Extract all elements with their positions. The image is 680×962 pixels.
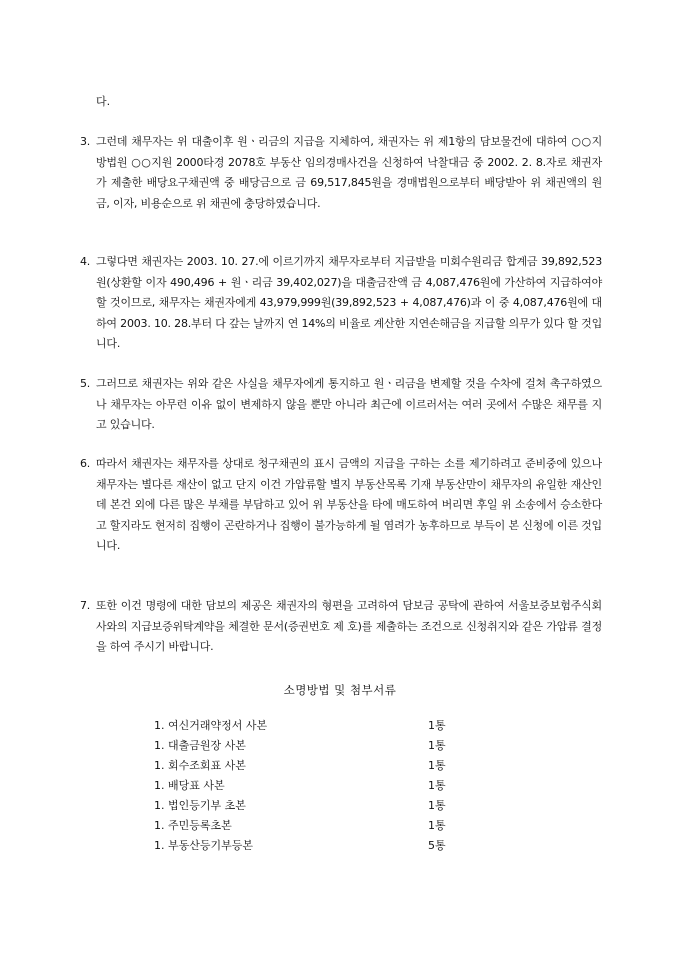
evidence-item — [154, 836, 454, 856]
paragraph-4 — [80, 252, 602, 355]
paragraph-number: 3. — [80, 135, 91, 148]
paragraph-number: 5. — [80, 377, 91, 390]
paragraph-5 — [80, 374, 602, 436]
paragraph-7 — [80, 596, 602, 658]
evidence-item — [154, 816, 454, 836]
evidence-doc-name: 1. 배당표 사본 — [154, 779, 225, 792]
evidence-item — [154, 736, 454, 756]
paragraph-text: 그러므로 채권자는 위와 같은 사실을 채무자에게 통지하고 원ㆍ리금을 변제할 것을 수차에 걸쳐 촉구하였으나 채무자는 아무런 이유 없이 변제하지 않을 뿐만 아니라 최근에 이르러서는 여러 곳에서 수많은 채무를 지고 있습니다. — [96, 377, 602, 431]
evidence-doc-name: 1. 대출금원장 사본 — [154, 739, 246, 752]
evidence-doc-quantity: 1통 — [428, 759, 446, 772]
evidence-section-title: 소명방법 및 첨부서류 — [283, 683, 397, 697]
evidence-doc-name: 1. 주민등록초본 — [154, 819, 232, 832]
evidence-doc-quantity: 1통 — [428, 719, 446, 732]
evidence-doc-name: 1. 여신거래약정서 사본 — [154, 719, 268, 732]
paragraph-text: 또한 이건 명령에 대한 담보의 제공은 채권자의 형편을 고려하여 담보금 공탁에 관하여 서울보증보험주식회사와의 지급보증위탁계약을 체결한 문서(증권번호 제 호)를 제출하는 조건으로 신청취지와 같은 가압류 결정을 하여 주시기 바랍니다. — [96, 599, 602, 653]
paragraph-text: 그런데 채무자는 위 대출이후 원ㆍ리금의 지급을 지체하여, 채권자는 위 제1항의 담보물건에 대하여 ○○지방법원 ○○지원 2000타경 2078호 부동산 임의경매사건을 신청하여 낙찰대금 중 2002. 2. 8.자로 채권자가 제출한 배당요구채권액 중 배당금으로 금 69,517,845원을 경매법원으로부터 배당받아 위 채권액의 원금, 이자, 비용순으로 위 채권에 충당하였습니다. — [96, 135, 602, 210]
paragraph-number: 7. — [80, 599, 91, 612]
paragraph-3 — [80, 132, 602, 214]
evidence-doc-name: 1. 회수조회표 사본 — [154, 759, 246, 772]
paragraph-text: 그렇다면 채권자는 2003. 10. 27.에 이르기까지 채무자로부터 지급받을 미회수원리금 합계금 39,892,523원(상환할 이자 490,496 + 원ㆍ리금 39,402,027)을 대출금잔액 금 4,087,476원에 가산하여 지급하여야 할 것이므로, 채무자는 채권자에게 43,979,999원(39,892,523 + 4,087,476)과 이 중 4,087,476원에 대하여 2003. 10. 28.부터 다 갚는 날까지 연 14%의 비율로 계산한 지연손해금을 지급할 의무가 있다 할 것입니다. — [96, 255, 602, 350]
paragraph-number: 6. — [80, 457, 91, 470]
evidence-list — [154, 716, 454, 856]
evidence-doc-quantity: 1통 — [428, 739, 446, 752]
evidence-item — [154, 756, 454, 776]
evidence-doc-name: 1. 부동산등기부등본 — [154, 839, 253, 852]
evidence-item — [154, 776, 454, 796]
evidence-item — [154, 716, 454, 736]
paragraph-6 — [80, 454, 602, 557]
paragraph-number: 4. — [80, 255, 91, 268]
evidence-doc-quantity: 5통 — [428, 839, 446, 852]
evidence-doc-quantity: 1통 — [428, 779, 446, 792]
evidence-doc-quantity: 1통 — [428, 799, 446, 812]
paragraph-text: 따라서 채권자는 채무자를 상대로 청구채권의 표시 금액의 지급을 구하는 소를 제기하려고 준비중에 있으나 채무자는 별다른 재산이 없고 단지 이건 가압류할 별지 부동산목록 기재 부동산만이 채무자의 유일한 재산인데 본건 외에 다른 많은 부채를 부담하고 있어 위 부동산을 타에 매도하여 버리면 후일 위 소송에서 승소한다고 할지라도 현저히 집행이 곤란하거나 집행이 불가능하게 될 염려가 농후하므로 부득이 본 신청에 이른 것입니다. — [96, 457, 602, 552]
evidence-item — [154, 796, 454, 816]
evidence-doc-name: 1. 법인등기부 초본 — [154, 799, 246, 812]
evidence-doc-quantity: 1통 — [428, 819, 446, 832]
continued-text: 다. — [96, 95, 111, 108]
